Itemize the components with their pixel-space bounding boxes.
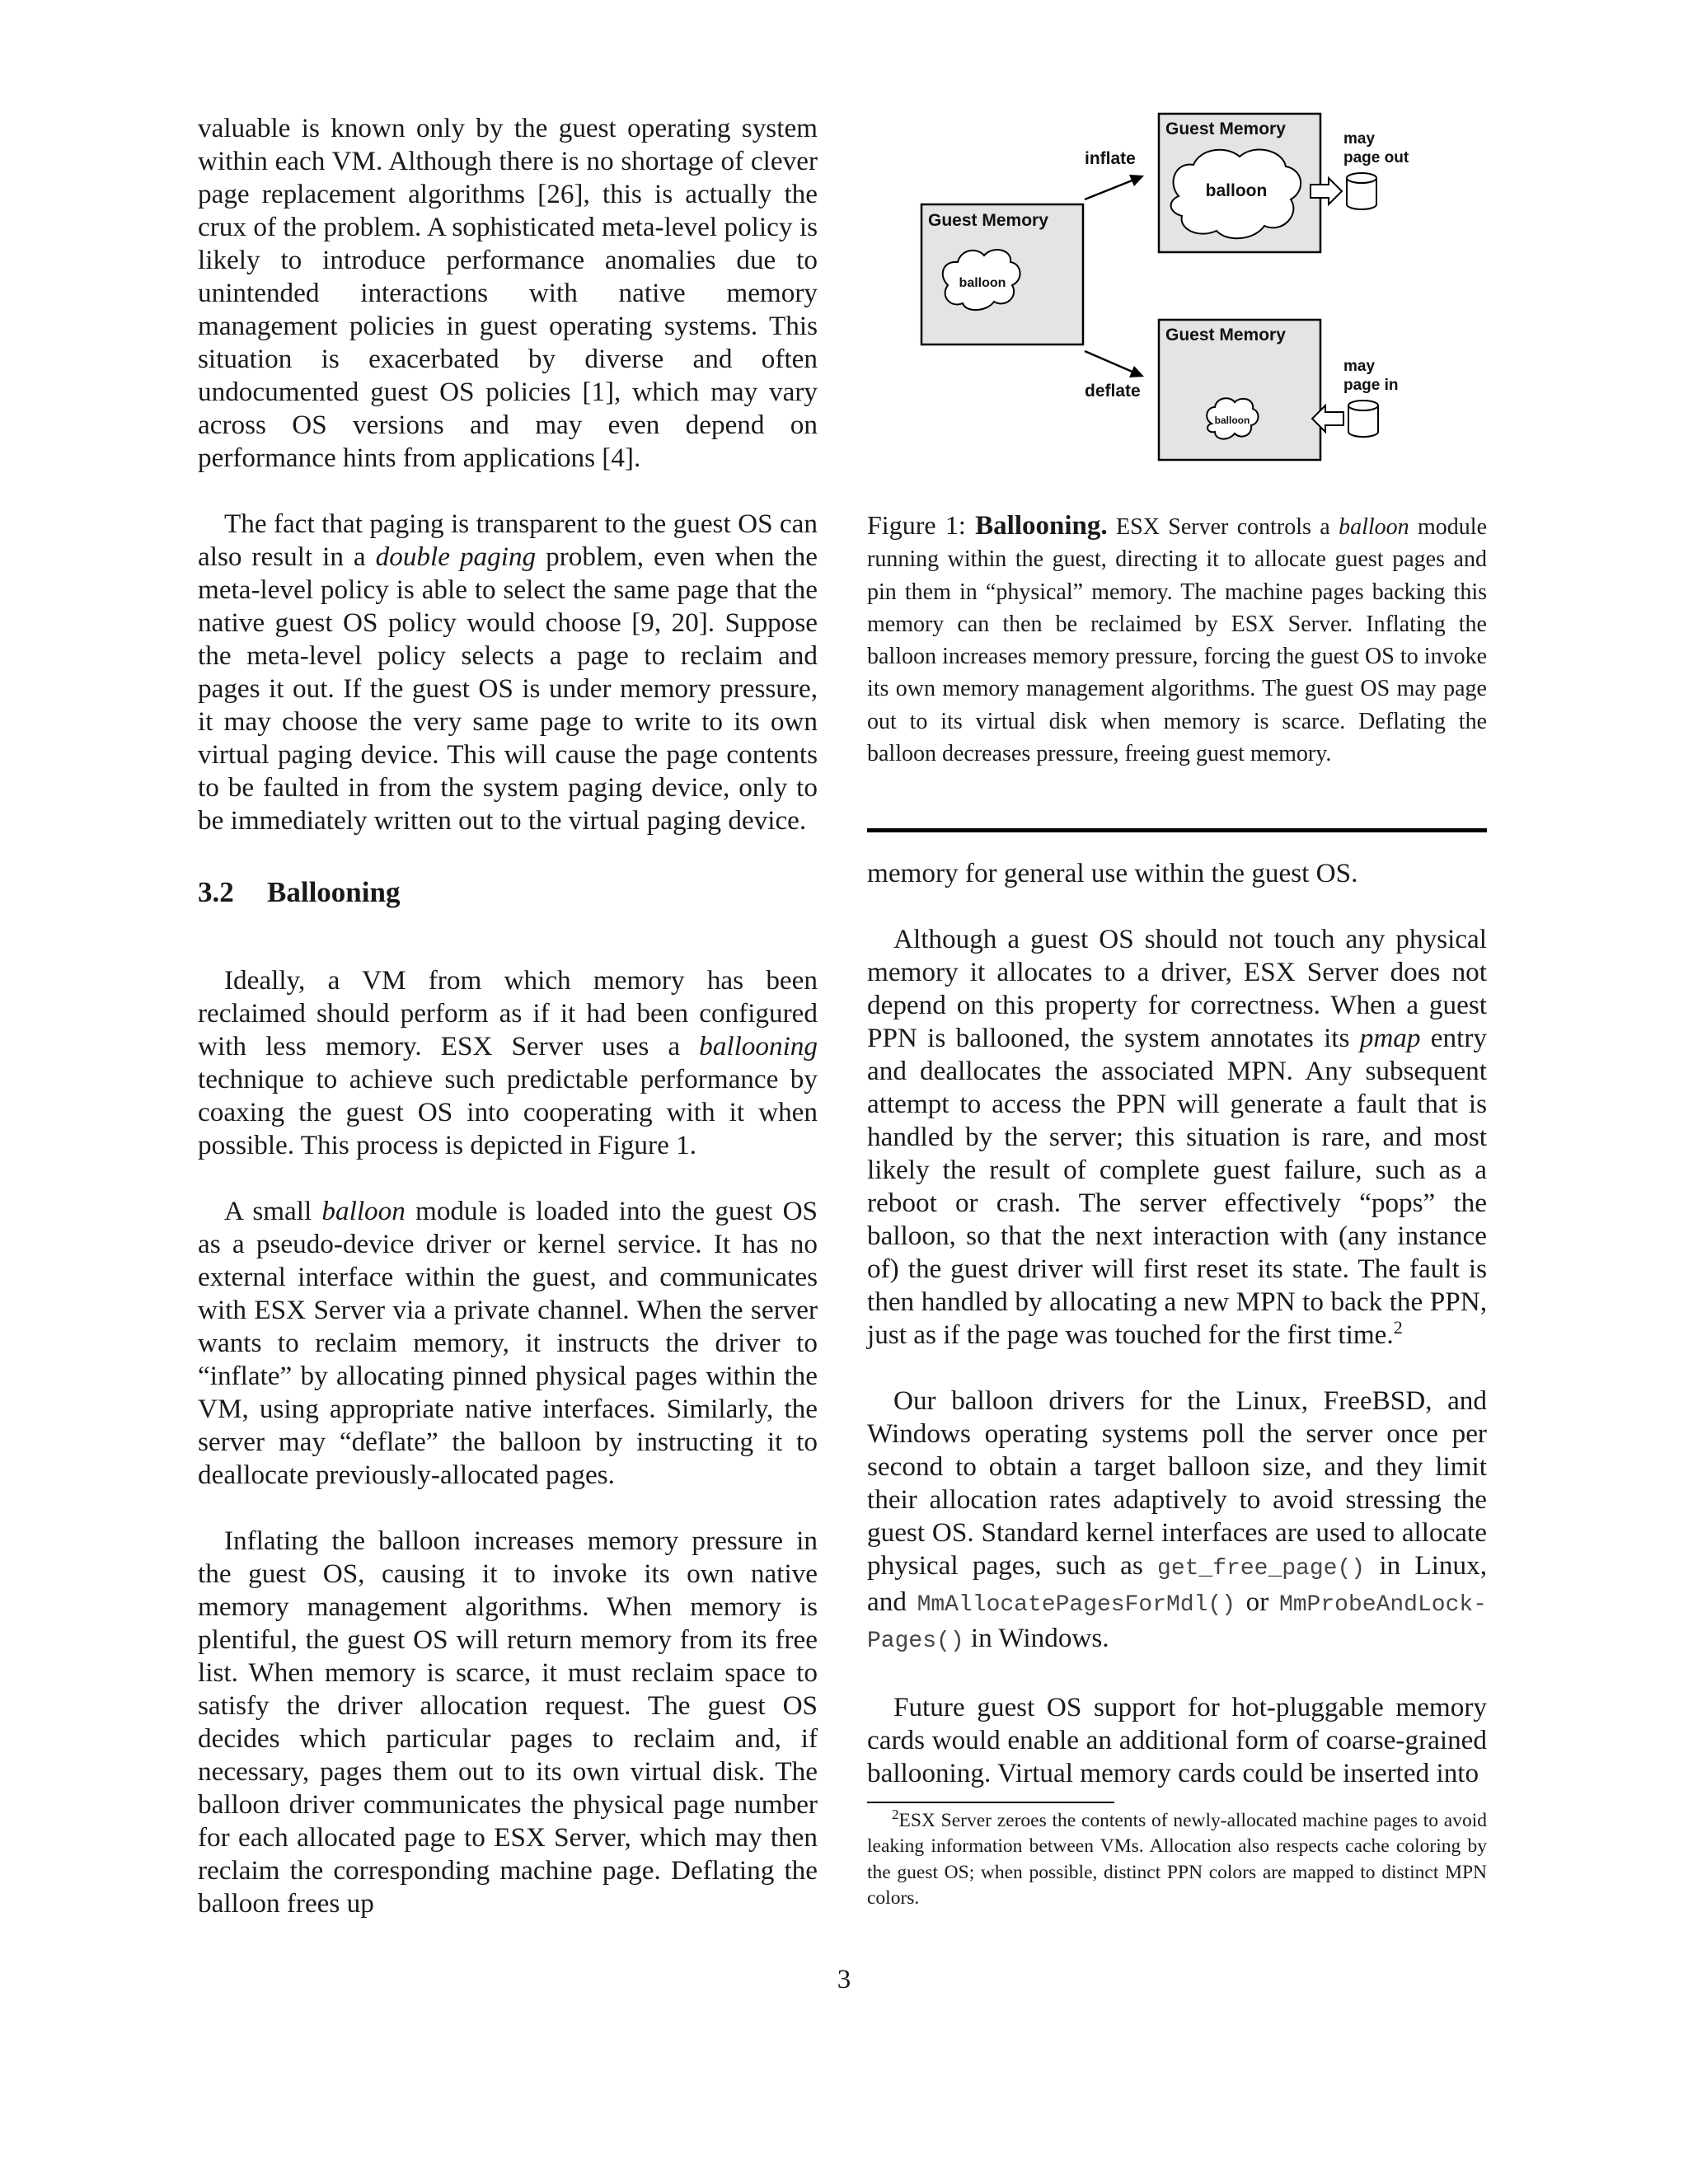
disk-icon-top bbox=[1347, 173, 1376, 209]
text-span: entry and deallocates the associated MPN. Any subsequent attempt to access the PPN will generate a fault that is handled by the server; this situation is rare, and most likely the result of complete guest failure, such as a reboot or crash. The server effectively “pops” the balloon, so that the next interaction with (any instance of) the guest driver will first reset its state. The fault is then handled by allocating a new MPN to back the PPN, just as if the page was touched for the first time. bbox=[867, 1023, 1487, 1350]
figure-ballooning-diagram bbox=[867, 107, 1487, 486]
caption-emphasis-balloon: balloon bbox=[1339, 514, 1409, 540]
disk-icon-bottom bbox=[1348, 401, 1378, 437]
balloon-label-top: balloon bbox=[1205, 181, 1268, 200]
emphasis-pmap: pmap bbox=[1359, 1023, 1421, 1053]
text-span: Our balloon drivers for the Linux, FreeBSD, and Windows operating systems poll the server once per second to obtain a target balloon size, and they limit their allocation rates adaptively to avoid stressing the guest OS. Standard kernel interfaces are used to allocate physical pages, such as bbox=[867, 1385, 1487, 1581]
code-get-free-page: get_free_page() bbox=[1157, 1556, 1366, 1582]
guest-memory-box-bottom bbox=[1159, 320, 1320, 460]
paragraph-inflating bbox=[198, 1525, 818, 1920]
text-span: technique to achieve such predictable performance by coaxing the guest OS into cooperating with it when possible. This process is depicted in Figure 1. bbox=[198, 1064, 818, 1160]
paragraph-drivers bbox=[867, 1385, 1487, 1658]
text-span: ESX Server controls a bbox=[1107, 514, 1339, 540]
ballooning-diagram bbox=[867, 107, 1487, 486]
page-number: 3 bbox=[837, 1965, 851, 1994]
paragraph-intro bbox=[198, 112, 818, 475]
figure-caption bbox=[867, 509, 1487, 770]
text-span: in Windows. bbox=[964, 1623, 1109, 1653]
guest-memory-label-bottom: Guest Memory bbox=[1165, 326, 1286, 344]
deflate-arrow bbox=[1085, 351, 1144, 401]
text-span: module is loaded into the guest OS as a pseudo-device driver or kernel service. It has no external interface within the guest, and communicates with ESX Server via a private channel. When the server wants to reclaim memory, it instructs the driver to “inflate” by allocating pinned physical pages within the VM, using appropriate native interfaces. Similarly, the server may “deflate” the balloon by instructing it to deallocate previously-allocated pages. bbox=[198, 1196, 818, 1490]
paragraph-future-text: Future guest OS support for hot-pluggable memory cards would enable an additional form of coarse-grained ballooning. Virtual memory cards could be inserted into bbox=[867, 1692, 1487, 1788]
section-title: Ballooning bbox=[267, 876, 401, 908]
text-span: or bbox=[1236, 1586, 1279, 1617]
balloon-label-left: balloon bbox=[959, 276, 1006, 290]
text-span: problem, even when the meta-level policy is able to select the same page that the native guest OS policy would choose [9, 20]. Suppose the meta-level policy selects a page to reclaim and pages it out. If the guest OS is under memory pressure, it may choose the very same page to write to its own virtual paging device. This will cause the page contents to be faulted in from the system paging device, only to be immediately written out to the virtual paging device. bbox=[198, 541, 818, 836]
right-column bbox=[867, 857, 1487, 1790]
paragraph-continued bbox=[867, 857, 1487, 890]
paragraph-although bbox=[867, 923, 1487, 1352]
guest-memory-label-left: Guest Memory bbox=[928, 211, 1048, 230]
caption-prefix: Figure 1: bbox=[867, 510, 976, 540]
page-in-label: page in bbox=[1343, 377, 1399, 394]
inflate-arrow bbox=[1085, 149, 1144, 199]
paragraph-double-paging bbox=[198, 508, 818, 837]
may-label-top: may bbox=[1343, 130, 1376, 148]
code-mm-probe-and-lock: MmProbeAndLock-Pages() bbox=[867, 1592, 1487, 1654]
section-number: 3.2 bbox=[198, 876, 234, 908]
footnote-rule bbox=[867, 1802, 1114, 1803]
paragraph-ideally bbox=[198, 964, 818, 1162]
emphasis-balloon: balloon bbox=[321, 1196, 406, 1226]
text-span: in Linux, and bbox=[867, 1550, 1488, 1617]
text-span: A small bbox=[224, 1196, 322, 1226]
emphasis-ballooning: ballooning bbox=[699, 1031, 818, 1062]
page-in-group bbox=[1312, 358, 1399, 437]
paragraph-future bbox=[867, 1691, 1487, 1790]
text-span: module running within the guest, directing it to allocate guest pages and pin them in “physical” memory. The machine pages backing this memory can then be reclaimed by ESX Server. Inflating the balloon increases memory pressure, forcing the guest OS to invoke its own memory management algorithms. The guest OS may page out to its virtual disk when memory is scarce. Deflating the balloon decreases pressure, freeing guest memory. bbox=[867, 514, 1488, 767]
paragraph-small-balloon bbox=[198, 1195, 818, 1492]
guest-memory-box-top bbox=[1159, 114, 1320, 252]
paragraph-inflating-text: Inflating the balloon increases memory pressure in the guest OS, causing it to invoke its own native memory management algorithms. When memory is plentiful, the guest OS will return memory from its free list. When memory is scarce, it must reclaim space to satisfy the driver allocation request. The guest OS decides which particular pages to reclaim and, if necessary, pages them out to its own virtual disk. The balloon driver communicates the physical page number for each allocated page to ESX Server, which may then reclaim the corresponding machine page. Deflating the balloon frees up bbox=[198, 1526, 818, 1919]
page-out-group bbox=[1311, 130, 1409, 209]
text-span: Although a guest OS should not touch any physical memory it allocates to a driver, ESX Server does not depend on this property for correctness. When a guest PPN is ballooned, the system annotates its bbox=[867, 924, 1487, 1053]
deflate-label: deflate bbox=[1085, 382, 1141, 401]
inflate-label: inflate bbox=[1085, 149, 1136, 168]
emphasis-double-paging: double paging bbox=[375, 541, 537, 572]
footnote-text: ESX Server zeroes the contents of newly-allocated machine pages to avoid leaking information between VMs. Allocation also respects cache coloring by the guest OS; when possible, distinct PPN colors are mapped to distinct MPN colors. bbox=[867, 1810, 1487, 1909]
paragraph-continued-text: memory for general use within the guest OS. bbox=[867, 858, 1358, 888]
figure-divider-rule bbox=[867, 828, 1487, 832]
guest-memory-box-left bbox=[921, 204, 1083, 344]
left-column bbox=[198, 112, 818, 1920]
footnote-mark: 2 bbox=[892, 1807, 899, 1823]
may-label-bottom: may bbox=[1343, 358, 1376, 375]
footnote-reference[interactable]: 2 bbox=[1393, 1316, 1403, 1338]
paragraph-intro-text: valuable is known only by the guest operating system within each VM. Although there is no shortage of clever page replacement algorithms [26], this is actually the crux of the problem. A sophisticated meta-level policy is likely to introduce performance anomalies due to unintended interactions with native memory management policies in guest operating systems. This situation is exacerbated by diverse and often undocumented guest OS policies [1], which may vary across OS versions and may even depend on performance hints from applications [4]. bbox=[198, 113, 818, 473]
caption-title: Ballooning. bbox=[975, 511, 1108, 541]
guest-memory-label-top: Guest Memory bbox=[1165, 120, 1286, 138]
text-span: The fact that paging is transparent to the guest OS can also result in a bbox=[198, 509, 818, 572]
footnote bbox=[867, 1808, 1487, 1911]
text-span: Ideally, a VM from which memory has been reclaimed should perform as if it had been configured with less memory. ESX Server uses a bbox=[198, 965, 818, 1062]
code-mm-allocate-pages: MmAllocatePagesForMdl() bbox=[917, 1592, 1236, 1618]
page-out-label: page out bbox=[1343, 149, 1409, 166]
section-heading bbox=[198, 875, 818, 910]
balloon-label-bottom: balloon bbox=[1214, 415, 1250, 426]
